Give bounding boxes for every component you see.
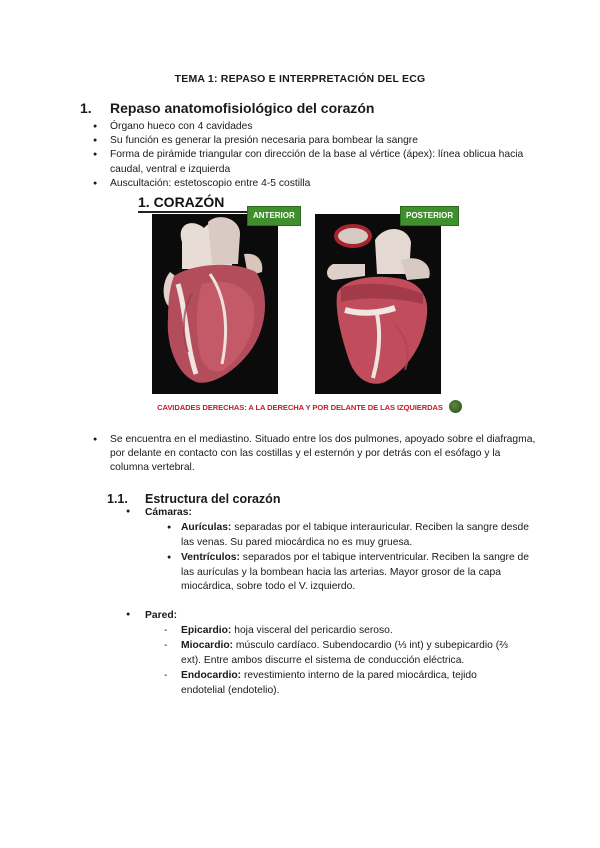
section-title: Estructura del corazón bbox=[145, 492, 281, 506]
endocardio-item bbox=[163, 669, 523, 698]
figure-title-underline bbox=[138, 211, 253, 213]
miocardio-item bbox=[163, 639, 523, 668]
dash-icon: - bbox=[164, 670, 168, 681]
heart-anterior-image bbox=[152, 214, 278, 394]
document-title: TEMA 1: REPASO E INTERPRETACIÓN DEL ECG bbox=[174, 73, 426, 85]
ventriculos-item bbox=[163, 551, 533, 595]
section-number: 1. bbox=[80, 100, 92, 116]
auriculas-item bbox=[163, 521, 533, 550]
epicardio-item bbox=[163, 624, 523, 639]
endocardio-text: revestimiento interno de la pared miocárdica, tejido endotelial (endotelio). bbox=[181, 670, 477, 696]
list-item: ● Forma de pirámide triangular con dirección de la base al vértice (ápex): línea oblicua hacia caudal, ventral e izquierda bbox=[90, 148, 540, 176]
bullet-icon: ● bbox=[167, 554, 172, 561]
pared-item bbox=[125, 610, 177, 621]
camaras-item bbox=[125, 507, 192, 518]
camaras-label: Cámaras: bbox=[145, 507, 192, 518]
epicardio-label: Epicardio: bbox=[181, 625, 232, 636]
section-1-heading bbox=[80, 100, 374, 116]
miocardio-label: Miocardio: bbox=[181, 640, 234, 651]
list-item: ● Órgano hueco con 4 cavidades bbox=[90, 120, 540, 134]
heart-figure bbox=[130, 192, 470, 417]
dash-icon: - bbox=[164, 625, 168, 636]
posterior-badge: POSTERIOR bbox=[400, 206, 459, 226]
list-item: ● Su función es generar la presión necesaria para bombear la sangre bbox=[90, 134, 540, 148]
miocardio-text: músculo cardíaco. Subendocardio (⅓ int) y subepicardio (⅔ ext). Entre ambos discurre el sistema de conducción eléctrica. bbox=[181, 640, 508, 666]
list-item: ● Auscultación: estetoscopio entre 4-5 costilla bbox=[90, 177, 540, 191]
section-number: 1.1. bbox=[107, 492, 128, 506]
ventriculos-text: separados por el tabique interventricular. Reciben la sangre de las aurículas y la bombean hacia las arterias. Mayor grosor de la capa miocárdica, sobre todo el V. izquierdo. bbox=[181, 552, 529, 592]
dash-icon: - bbox=[164, 640, 168, 651]
bullet-icon: ● bbox=[167, 524, 172, 531]
section-1-1-heading bbox=[107, 492, 280, 506]
heart-posterior-image bbox=[315, 214, 441, 394]
endocardio-label: Endocardio: bbox=[181, 670, 242, 681]
epicardio-text: hoja visceral del pericardio seroso. bbox=[231, 625, 393, 636]
caption-dot-icon bbox=[449, 400, 462, 413]
ventriculos-label: Ventrículos: bbox=[181, 552, 240, 563]
pared-label: Pared: bbox=[145, 610, 178, 621]
section-title: Repaso anatomofisiológico del corazón bbox=[110, 100, 375, 116]
bullet-list-2 bbox=[90, 433, 540, 476]
auriculas-text: separadas por el tabique interauricular. Reciben la sangre desde las venas. Su pared miocárdica no es muy gruesa. bbox=[181, 522, 530, 548]
figure-caption: CAVIDADES DERECHAS: A LA DERECHA Y POR DELANTE DE LAS IZQUIERDAS bbox=[157, 403, 443, 412]
anterior-badge: ANTERIOR bbox=[247, 206, 301, 226]
list-item: ● Se encuentra en el mediastino. Situado entre los dos pulmones, apoyado sobre el diafragma, por delante en contacto con las costillas y el esternón y por detrás con el esófago y la columna vertebral. bbox=[90, 433, 540, 476]
bullet-list-1 bbox=[90, 120, 540, 191]
figure-title: 1. CORAZÓN bbox=[138, 194, 225, 210]
auriculas-label: Aurículas: bbox=[181, 522, 232, 533]
